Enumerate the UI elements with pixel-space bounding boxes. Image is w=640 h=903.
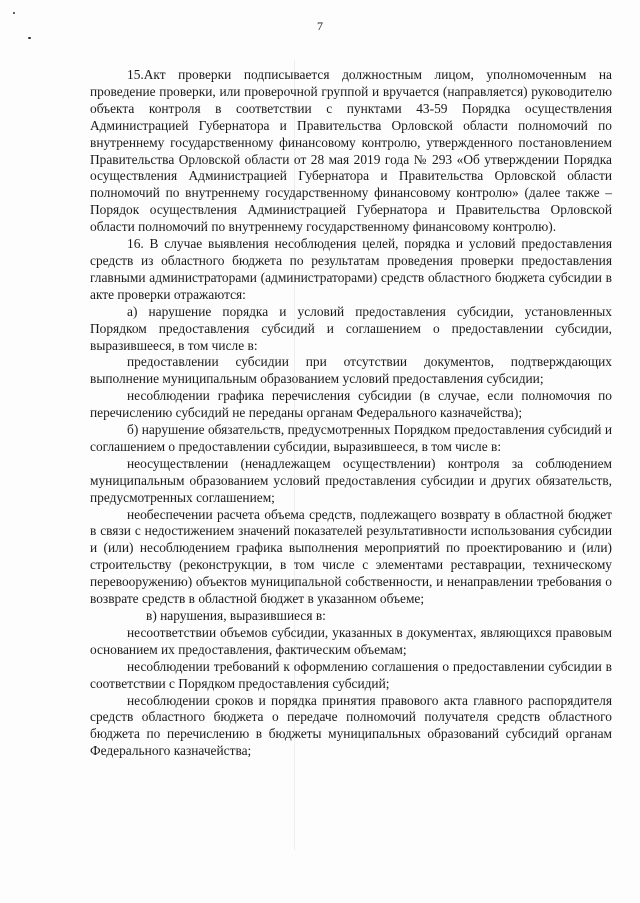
paragraph-16-c-item-3: несоблюдении сроков и порядка принятия правового акта главного распорядителя средств областного бюджета о передаче полномочий получателя средств областного бюджета по перечислению в бюджеты муниципальных образований субсидий органам Федерального казначейства; (90, 692, 612, 759)
paragraph-16-a-item-2: несоблюдении графика перечисления субсидии (в случае, если полномочия по перечислению субсидий не переданы органам Федерального казначейства); (90, 388, 612, 421)
paragraph-16-b-item-2: необеспечении расчета объема средств, подлежащего возврату в областной бюджет в связи с недостижением значений показателей результативности использования субсидии и (или) несоблюдением графика выполнения мероприятий по проектированию и (или) строительству (реконструкции, в том числе с элементами реставрации, техническому перевооружению) объектов муниципальной собственности, и ненаправлении требования о возврате средств в областной бюджет в указанном объеме; (90, 506, 612, 607)
paragraph-16-a: а) нарушение порядка и условий предоставления субсидии, установленных Порядком предоставления субсидий и соглашением о предоставлении субсидии, выразившееся, в том числе в: (90, 303, 612, 353)
paragraph-16-b: б) нарушение обязательств, предусмотренных Порядком предоставления субсидий и соглашением о предоставлении субсидии, выразившееся, в том числе в: (90, 422, 612, 454)
paragraph-15: 15.Акт проверки подписывается должностным лицом, уполномоченным на проведение проверки, или проверочной группой и вручается (направляется) руководителю объекта контроля в соответствии с пунктами 43-59 Порядка осуществления Администрацией Губернатора и Правительства Орловской области полномочий по внутреннему государственному финансовому контролю, утвержденного постановлением Правительства Орловской области от 28 мая 2019 года № 293 «Об утверждении Порядка осуществления Администрацией Губернатора и Правительства Орловской области полномочий по внутреннему государственному финансовому контролю» (далее также – Порядок осуществления Администрацией Губернатора и Правительства Орловской области полномочий по внутреннему государственному финансовому контролю). (90, 67, 612, 235)
paragraph-16-a-item-1: предоставлении субсидии при отсутствии документов, подтверждающих выполнение муниципальным образованием условий предоставления субсидии; (90, 354, 612, 387)
paragraph-16-c: в) нарушения, выразившиеся в: (146, 608, 326, 623)
paragraph-16-b-item-1: неосуществлении (ненадлежащем осуществлении) контроля за соблюдением муниципальным образованием условий предоставления субсидии и других обязательств, предусмотренных соглашением; (90, 455, 612, 505)
scan-speck (28, 37, 31, 39)
page-number: 7 (317, 19, 323, 33)
paragraph-16: 16. В случае выявления несоблюдения целей, порядка и условий предоставления средств из областного бюджета по результатам проведения проверки предоставления главными администраторами (администраторами) средств областного бюджета субсидии в акте проверки отражаются: (90, 236, 612, 302)
paragraph-16-c-item-2: несоблюдении требований к оформлению соглашения о предоставлении субсидии в соответствии с Порядком предоставления субсидий; (90, 658, 612, 691)
scan-speck (13, 12, 15, 14)
paragraph-16-c-item-1: несоответствии объемов субсидии, указанных в документах, являющихся правовым основанием их предоставления, фактическим объемам; (90, 624, 612, 657)
document-body (90, 67, 612, 760)
